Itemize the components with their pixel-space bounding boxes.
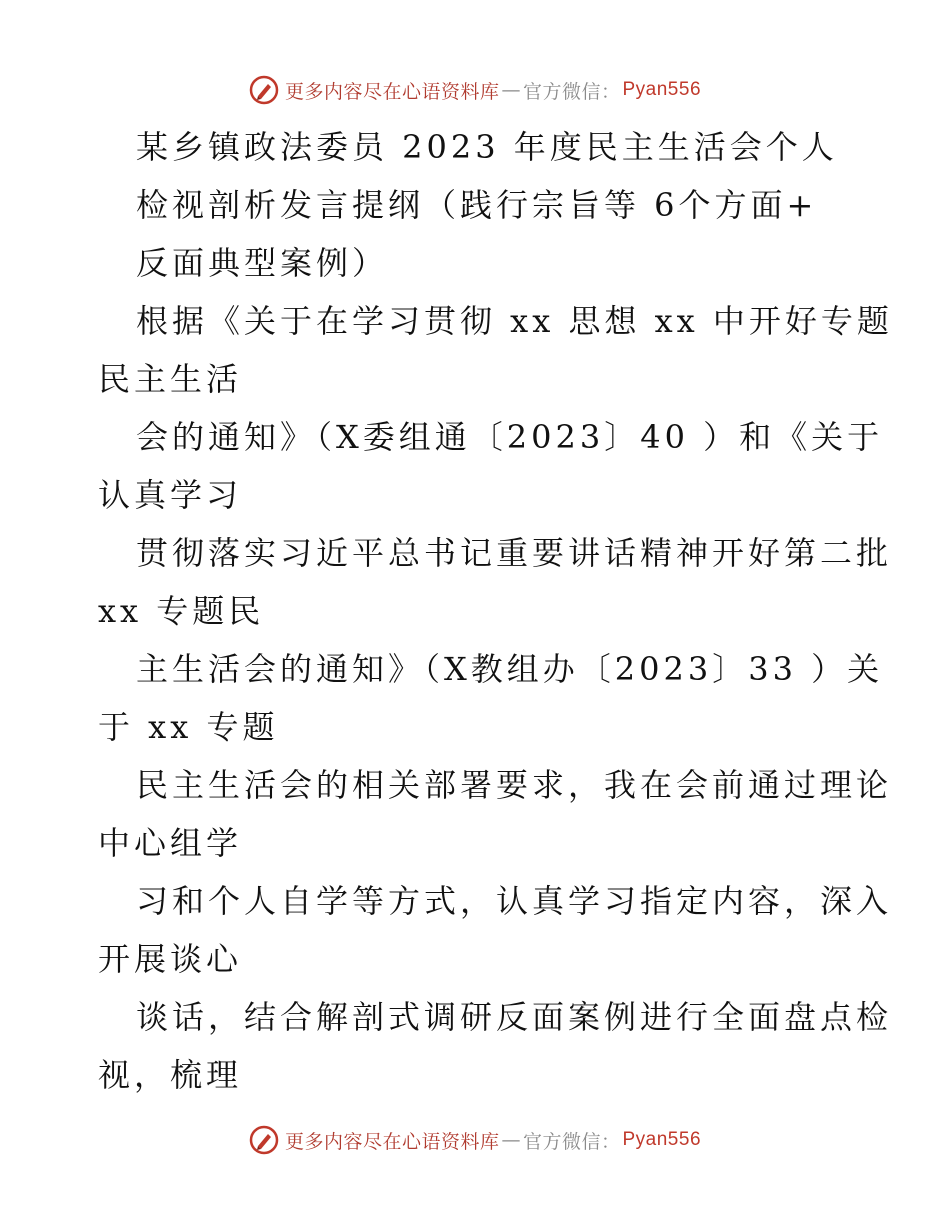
body-line: 主生活会的通知》（X教组办〔2023〕33 ）关 xyxy=(136,650,884,688)
watermark-main-text: 更多内容尽在心语资料库 xyxy=(284,80,500,103)
watermark-main-text: 更多内容尽在心语资料库 xyxy=(284,1130,500,1153)
body-line: 于 xx 专题 xyxy=(98,708,279,746)
pen-logo-icon xyxy=(249,75,279,105)
watermark-wechat-label: 官方微信： xyxy=(522,1130,621,1153)
title-line-3: 反面典型案例） xyxy=(136,244,389,282)
body-line: 民主生活 xyxy=(98,360,243,398)
body-line: 认真学习 xyxy=(98,476,243,514)
body-line: 民主生活会的相关部署要求，我在会前通过理论 xyxy=(136,766,893,804)
header-watermark xyxy=(0,70,950,110)
body-line: xx 专题民 xyxy=(98,592,265,630)
watermark-wechat-id: Pyan556 xyxy=(622,1129,702,1150)
watermark-dash: — xyxy=(501,1129,521,1151)
watermark-wechat-label: 官方微信： xyxy=(522,80,621,103)
watermark-dash: — xyxy=(501,79,521,101)
body-line: 根据《关于在学习贯彻 xx 思想 xx 中开好专题 xyxy=(136,302,893,340)
body-line: 会的通知》（X委组通〔2023〕40 ）和《关于 xyxy=(136,418,884,456)
body-line: 开展谈心 xyxy=(98,940,243,978)
pen-logo-icon xyxy=(249,1125,279,1155)
watermark-wechat-id: Pyan556 xyxy=(622,79,702,100)
title-line-2: 检视剖析发言提纲（践行宗旨等 6个方面+ xyxy=(136,186,818,224)
body-line: 谈话，结合解剖式调研反面案例进行全面盘点检 xyxy=(136,998,893,1036)
document-body xyxy=(98,124,893,1110)
body-line: 贯彻落实习近平总书记重要讲话精神开好第二批 xyxy=(136,534,893,572)
body-line: 习和个人自学等方式，认真学习指定内容，深入 xyxy=(136,882,893,920)
footer-watermark xyxy=(0,1120,950,1160)
body-line: 视，梳理 xyxy=(98,1056,243,1094)
title-line-1: 某乡镇政法委员 2023 年度民主生活会个人 xyxy=(136,128,838,166)
body-line: 中心组学 xyxy=(98,824,243,862)
